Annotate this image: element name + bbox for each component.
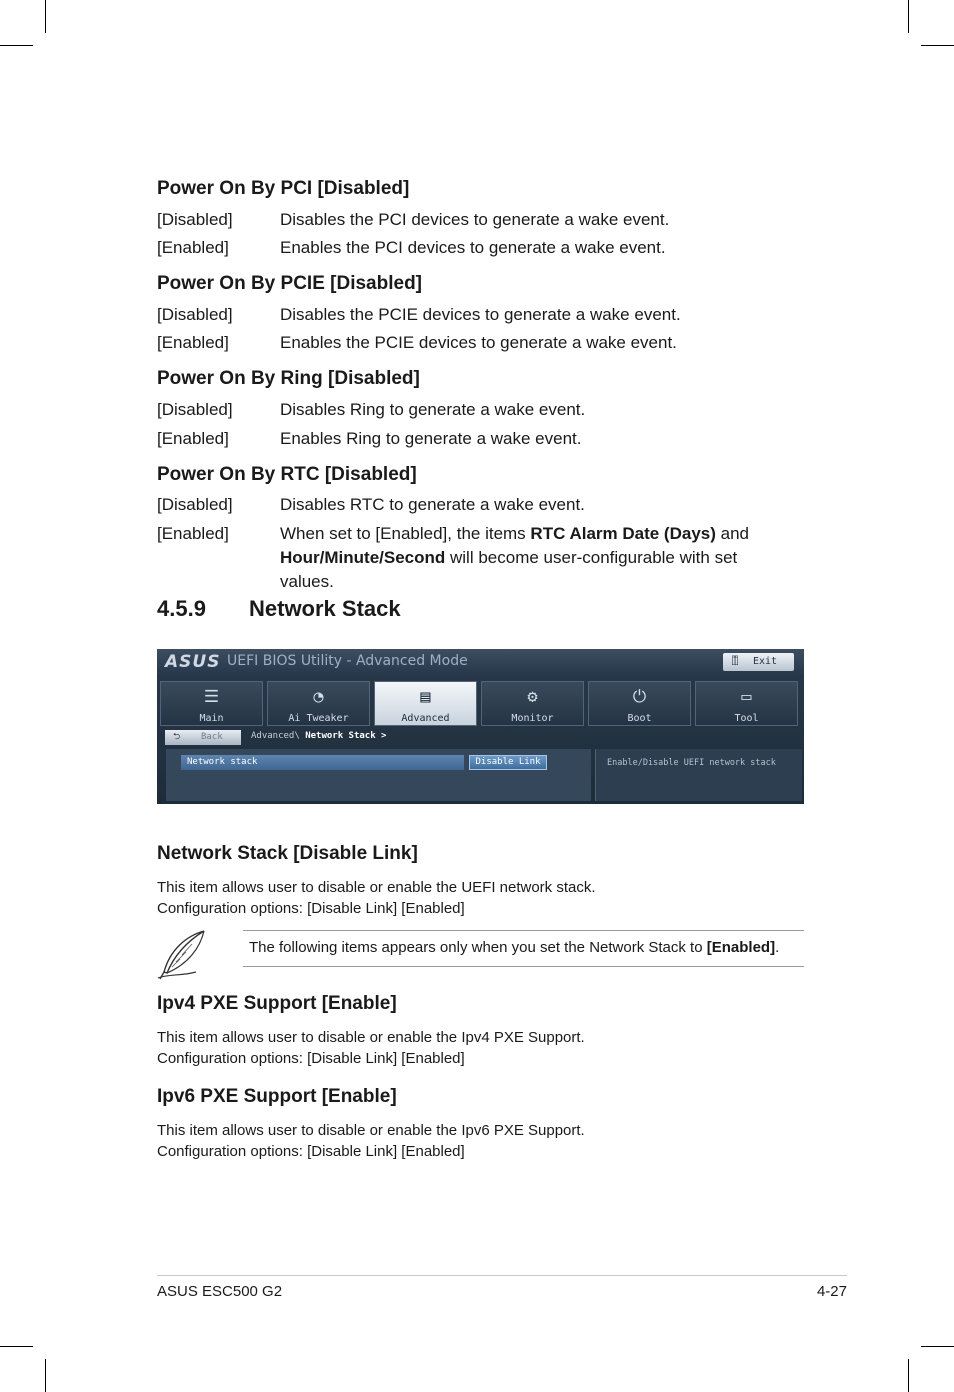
option-desc: Enables the PCI devices to generate a wake event. bbox=[280, 238, 666, 257]
option-desc: Disables RTC to generate a wake event. bbox=[280, 495, 585, 514]
exit-label: Exit bbox=[753, 656, 778, 667]
note-bold: [Enabled] bbox=[706, 939, 776, 956]
power-icon: ⏻ bbox=[632, 687, 647, 707]
list-icon: ☰ bbox=[203, 687, 220, 707]
option-key: [Enabled] bbox=[157, 429, 229, 448]
note-rule-bottom bbox=[243, 966, 804, 967]
option-desc: Disables Ring to generate a wake event. bbox=[280, 400, 586, 419]
tab-main[interactable]: ☰ Main bbox=[160, 681, 263, 726]
breadcrumb: Advanced\ Network Stack > bbox=[251, 731, 387, 741]
asus-logo: ASUS bbox=[165, 652, 221, 672]
tab-ai-tweaker[interactable]: ◔ Ai Tweaker bbox=[267, 681, 370, 726]
option-key: [Disabled] bbox=[157, 210, 233, 229]
option-desc: Enables the PCIE devices to generate a wake event. bbox=[280, 333, 677, 352]
item-desc: This item allows user to disable or enable the UEFI network stack. Configuration options: [Disable Link] [Enabled] bbox=[157, 879, 596, 917]
option-key: [Disabled] bbox=[157, 400, 233, 419]
crop-mark bbox=[921, 45, 954, 46]
crop-mark bbox=[908, 0, 909, 33]
footer-product: ASUS ESC500 G2 bbox=[157, 1283, 283, 1300]
option-key: [Enabled] bbox=[157, 333, 229, 352]
crop-mark bbox=[45, 1359, 46, 1392]
section-heading-title: Network Stack bbox=[249, 596, 401, 621]
option-desc: Enables Ring to generate a wake event. bbox=[280, 429, 582, 448]
network-stack-item[interactable]: Network stack bbox=[181, 755, 464, 770]
section-number: 4.5.9 bbox=[157, 596, 206, 621]
network-stack-value-button[interactable]: Disable Link bbox=[469, 755, 547, 770]
section-heading bbox=[157, 596, 401, 622]
exit-button[interactable] bbox=[723, 653, 794, 671]
option-key: [Enabled] bbox=[157, 524, 229, 543]
rtc-alarm-term: RTC Alarm Date (Days) bbox=[530, 524, 716, 543]
page-number: 4-27 bbox=[816, 1283, 847, 1300]
item-title-ipv4: Ipv4 PXE Support [Enable] bbox=[157, 993, 397, 1014]
bios-screenshot bbox=[157, 649, 804, 804]
crop-mark bbox=[45, 0, 46, 33]
option-desc: Disables the PCIE devices to generate a wake event. bbox=[280, 305, 681, 324]
tab-tool[interactable]: ▭ Tool bbox=[695, 681, 798, 726]
bios-title-bar bbox=[157, 649, 804, 677]
tool-icon: ▭ bbox=[741, 687, 752, 707]
option-key: [Enabled] bbox=[157, 238, 229, 257]
option-desc: When set to [Enabled], the items RTC Alarm Date (Days) and Hour/Minute/Second will become user-configurable with set values. bbox=[280, 524, 749, 591]
section-title-pci: Power On By PCI [Disabled] bbox=[157, 178, 410, 199]
help-panel bbox=[595, 749, 802, 801]
bios-title: UEFI BIOS Utility - Advanced Mode bbox=[227, 653, 468, 669]
item-title-network-stack: Network Stack [Disable Link] bbox=[157, 843, 418, 864]
item-title-ipv6: Ipv6 PXE Support [Enable] bbox=[157, 1086, 397, 1107]
option-key: [Disabled] bbox=[157, 495, 233, 514]
crop-mark bbox=[908, 1359, 909, 1392]
help-text: Enable/Disable UEFI network stack bbox=[607, 758, 776, 768]
exit-icon: ⍐ bbox=[732, 656, 739, 667]
option-desc: Disables the PCI devices to generate a wake event. bbox=[280, 210, 670, 229]
option-row-rtc-enabled bbox=[157, 522, 804, 594]
back-button[interactable] bbox=[165, 730, 241, 745]
tab-advanced[interactable]: ▤ Advanced bbox=[374, 681, 477, 726]
tweaker-icon: ◔ bbox=[313, 687, 324, 707]
item-desc: This item allows user to disable or enable the Ipv6 PXE Support. Configuration options: [Disable Link] [Enabled] bbox=[157, 1122, 585, 1160]
back-label: Back bbox=[201, 732, 223, 742]
section-title-ring: Power On By Ring [Disabled] bbox=[157, 368, 420, 389]
crop-mark bbox=[0, 45, 33, 46]
back-arrow-icon: ⮌ bbox=[173, 732, 181, 742]
feather-pen-icon bbox=[156, 928, 208, 982]
option-key: [Disabled] bbox=[157, 305, 233, 324]
footer-rule bbox=[157, 1275, 847, 1276]
tab-boot[interactable]: ⏻ Boot bbox=[588, 681, 691, 726]
crop-mark bbox=[921, 1346, 954, 1347]
crop-mark bbox=[0, 1346, 33, 1347]
monitor-icon: ⚙ bbox=[527, 687, 538, 707]
note-rule-top bbox=[243, 930, 804, 931]
breadcrumb-current: Network Stack > bbox=[305, 731, 387, 741]
section-title-pcie: Power On By PCIE [Disabled] bbox=[157, 273, 422, 294]
advanced-icon: ▤ bbox=[420, 687, 431, 707]
tab-monitor[interactable]: ⚙ Monitor bbox=[481, 681, 584, 726]
section-title-rtc: Power On By RTC [Disabled] bbox=[157, 464, 417, 485]
item-desc: This item allows user to disable or enable the Ipv4 PXE Support. Configuration options: [Disable Link] [Enabled] bbox=[157, 1029, 585, 1067]
hms-term: Hour/Minute/Second bbox=[280, 548, 446, 567]
note-text: The following items appears only when you set the Network Stack to [Enabled]. bbox=[249, 939, 780, 956]
bios-tabs bbox=[160, 681, 801, 726]
